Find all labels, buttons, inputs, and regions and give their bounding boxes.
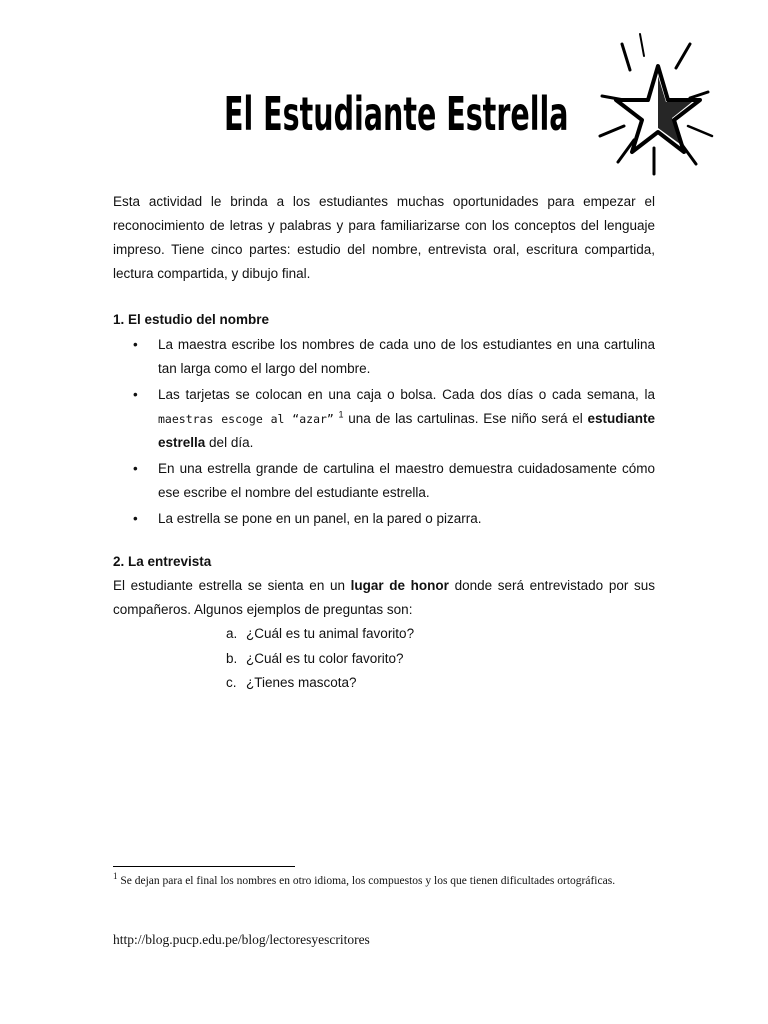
section-1-heading: 1. El estudio del nombre bbox=[113, 312, 270, 327]
footnote-text: Se dejan para el final los nombres en otro idioma, los compuestos y los que tienen dificultades ortográficas. bbox=[117, 875, 616, 887]
bullet-icon: • bbox=[133, 461, 138, 476]
list-item-text-bold: estudiante estrella bbox=[158, 411, 655, 450]
questions-list bbox=[226, 622, 414, 696]
footer-url: http://blog.pucp.edu.pe/blog/lectoresyescritores bbox=[113, 932, 370, 947]
section-1-list bbox=[113, 333, 655, 533]
paragraph-text-post: donde será entrevistado por sus compañeros. Algunos ejemplos de preguntas son: bbox=[113, 578, 655, 617]
bullet-icon: • bbox=[133, 337, 138, 352]
footnote-mark: 1 bbox=[113, 871, 118, 882]
question-text: ¿Cuál es tu animal favorito? bbox=[246, 626, 415, 641]
question-text: ¿Tienes mascota? bbox=[246, 675, 357, 690]
question-letter: b. bbox=[226, 650, 238, 666]
list-item-text: En una estrella grande de cartulina el maestro demuestra cuidadosamente cómo ese escribe el nombre del estudiante estrella. bbox=[158, 461, 655, 500]
section-2-heading: 2. La entrevista bbox=[113, 554, 212, 569]
list-item-text-mid: una de las cartulinas. Ese niño será el bbox=[343, 411, 588, 426]
document-title: El Estudiante Estrella bbox=[224, 87, 569, 141]
bullet-icon: • bbox=[133, 387, 138, 402]
question-item bbox=[226, 671, 414, 696]
paragraph-text-bold: lugar de honor bbox=[350, 578, 449, 593]
paragraph-text-pre: El estudiante estrella se sienta en un bbox=[113, 578, 351, 593]
question-letter: c. bbox=[226, 675, 237, 690]
bullet-icon: • bbox=[133, 511, 138, 526]
list-item-text-post: del día. bbox=[205, 435, 254, 450]
star-icon bbox=[596, 30, 716, 180]
footnote-divider bbox=[113, 866, 295, 867]
list-item-text-mono: maestras escoge al “azar” bbox=[158, 412, 334, 426]
question-text: ¿Cuál es tu color favorito? bbox=[246, 650, 404, 666]
question-item bbox=[226, 622, 414, 647]
footnote bbox=[113, 871, 653, 889]
list-item bbox=[113, 383, 655, 455]
list-item bbox=[113, 457, 655, 505]
list-item-text-pre: Las tarjetas se colocan en una caja o bolsa. Cada dos días o cada semana, la bbox=[158, 387, 655, 402]
question-letter: a. bbox=[226, 626, 238, 641]
list-item-text: La estrella se pone en un panel, en la pared o pizarra. bbox=[158, 511, 482, 526]
intro-paragraph: Esta actividad le brinda a los estudiantes muchas oportunidades para empezar el reconocimiento de letras y palabras y para familiarizarse con los conceptos del lenguaje impreso. Tiene cinco partes: estudio del nombre, entrevista oral, escritura compartida, lectura compartida, y dibujo final. bbox=[113, 194, 655, 281]
list-item-text: La maestra escribe los nombres de cada uno de los estudiantes en una cartulina tan larga como el largo del nombre. bbox=[158, 337, 655, 376]
question-item bbox=[226, 647, 414, 672]
section-2-paragraph bbox=[113, 574, 655, 622]
list-item bbox=[113, 507, 655, 531]
list-item bbox=[113, 333, 655, 381]
footnote-reference: 1 bbox=[338, 409, 344, 420]
